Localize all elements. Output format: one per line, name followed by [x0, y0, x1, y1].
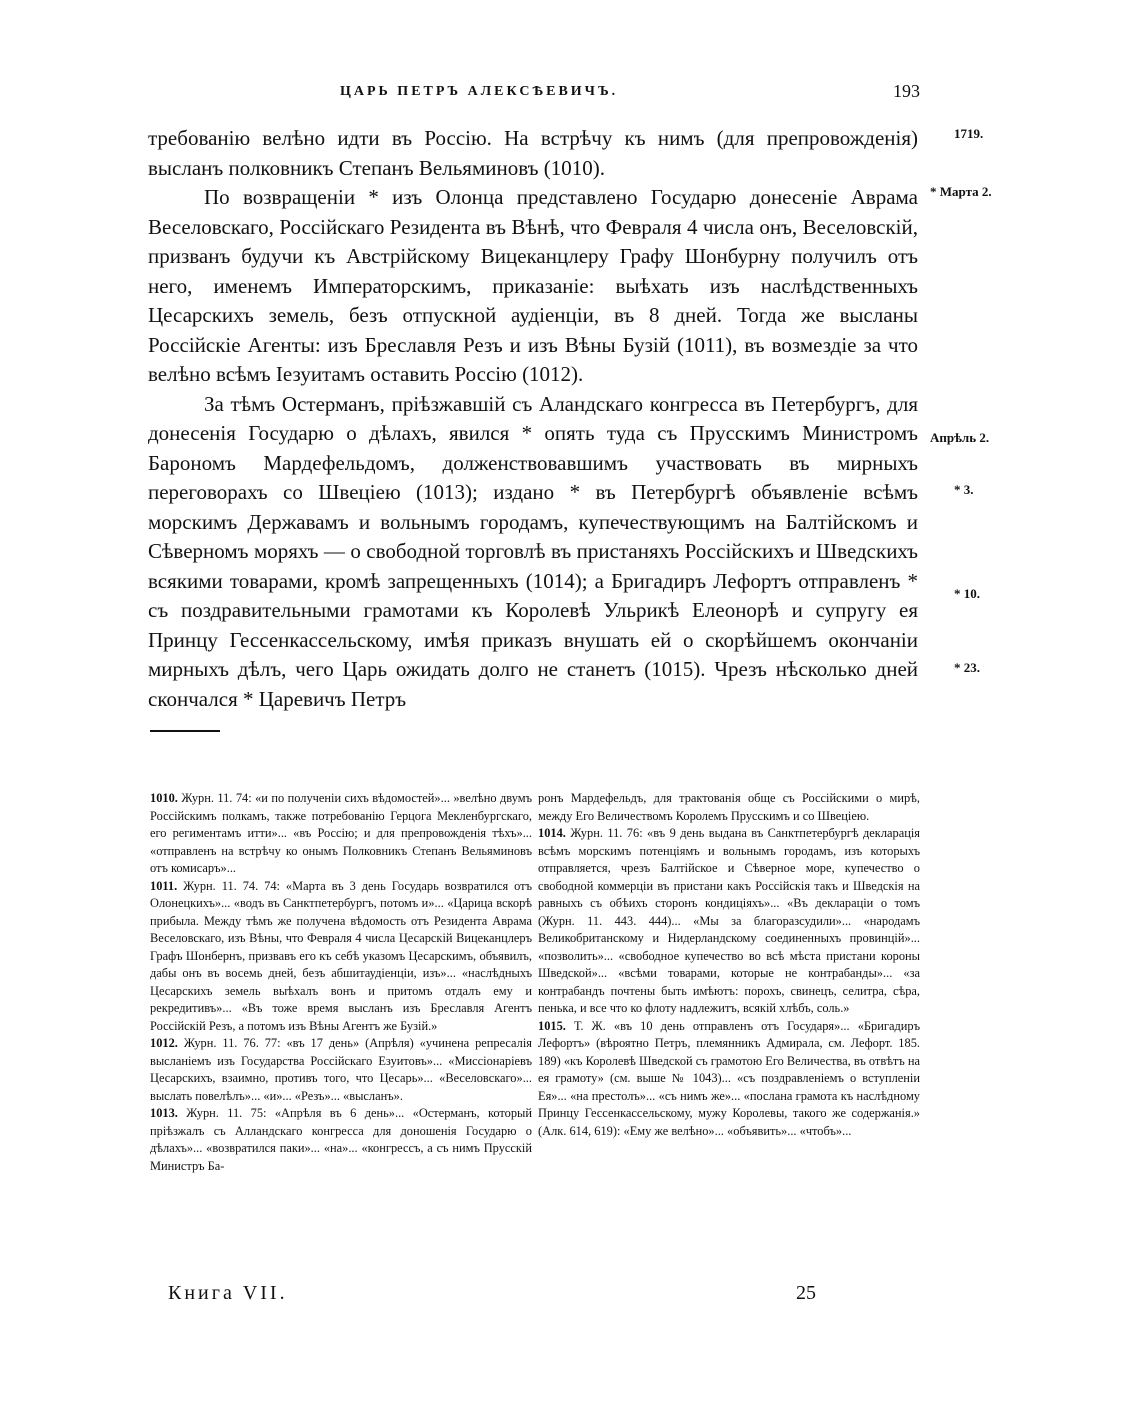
page-header	[150, 81, 920, 108]
margin-note-march: * Марта 2.	[930, 184, 992, 199]
footnote: 1013. Журн. 11. 75: «Апрѣля въ 6 день»... «Остерманъ, который пріѣзжалъ съ Алландскаго конгресса для доношенія Государю о дѣлахъ»... «возвратился паки»... «на»... «конгрессъ, а съ нимъ Прусскій Министръ Ба-	[150, 1106, 532, 1173]
margin-note-3: * 3.	[954, 482, 974, 497]
signature-mark: 25	[796, 1282, 816, 1304]
book-label: Книга VII.	[168, 1282, 288, 1304]
footnote-continuation: ронъ Мардефельдъ, для трактованія обще съ Россійскими о мирѣ, между Его Величествомъ Королемъ Прусскимъ и со Швеціею.	[538, 791, 920, 823]
footnote: 1012. Журн. 11. 76. 77: «въ 17 день» (Апрѣля) «учинена репресалія высланіемъ изъ Государства Россійскаго Езуитовъ»... «Миссіонаріевъ Цесарскихъ, взаимно, противъ того, что Цесарь»... «Веселовскаго»... выслать повелѣлъ»... «и»... «Резъ»... «высланъ».	[150, 1036, 532, 1103]
paragraph-2: По возвращеніи * изъ Олонца представлено Государю донесеніе Аврама Веселовскаго, Россійскаго Резидента въ Вѣнѣ, что Февраля 4 числа онъ, Веселовскій, призванъ будучи къ Австрійскому Вицеканцлеру Графу Шонбурну получилъ отъ него, именемъ Императорскимъ, приказаніе: выѣхать изъ наслѣдственныхъ Цесарскихъ земель, безъ отпускной аудіенціи, въ 8 дней. Тогда же высланы Россійскіе Агенты: изъ Бреславля Резъ и изъ Вѣны Бузій (1011), въ возмездіе за что велѣно всѣмъ Іезуитамъ оставить Россію (1012).	[148, 185, 918, 386]
running-title: ЦАРЬ ПЕТРЪ АЛЕКСѢЕВИЧЪ.	[340, 84, 619, 99]
page-footer	[168, 1282, 828, 1310]
footnote: 1015. Т. Ж. «въ 10 день отправленъ отъ Государя»... «Бригадиръ Лефортъ» (вѣроятно Петръ, племянникъ Адмирала, см. Лефорт. 185. 189) «къ Королевѣ Шведской съ грамотою Его Величества, въ отвѣтъ на ея грамоту» (см. выше № 1043)... «съ поздравленіемъ о вступленіи Ея»... «на престолъ»... «съ нимъ же»... «послана грамота къ наслѣдному Принцу Гессенкассельскому, мужу Королевы, такого же содержанія.» (Алк. 614, 619): «Ему же велѣно»... «объявить»... «чтобъ»...	[538, 1018, 920, 1138]
footnotes-left-column	[150, 790, 532, 1175]
footnote-divider	[150, 730, 220, 732]
page-number: 193	[893, 81, 920, 101]
footnote: 1010. Журн. 11. 74: «и по полученіи сихъ вѣдомостей»... »велѣно двумъ Россійскимъ полкамъ, также потребованію Герцога Мекленбургскаго, его региментамъ итти»... «въ Россію; и для препровожденія тѣхъ»... «отправленъ на встрѣчу ко онымъ Полковникъ Степанъ Вельяминовъ отъ комисаръ»...	[150, 791, 532, 875]
margin-note-23: * 23.	[954, 660, 980, 675]
margin-note-10: * 10.	[954, 586, 980, 601]
margin-note-year: 1719.	[954, 126, 984, 141]
footnotes-right-column	[538, 790, 920, 1140]
main-text	[148, 124, 918, 714]
paragraph-3: За тѣмъ Остерманъ, пріѣзжавшій съ Аландскаго конгресса въ Петербургъ, для донесенія Государю о дѣлахъ, явился * опять туда съ Прусскимъ Министромъ Барономъ Мардефельдомъ, долженствовавшимъ участвовать въ мирныхъ переговорахъ со Швеціею (1013); издано * въ Петербургѣ объявленіе всѣмъ морскимъ Державамъ и вольнымъ городамъ, купечествующимъ на Балтійскомъ и Сѣверномъ моряхъ — о свободной торговлѣ въ пристаняхъ Россійскихъ и Шведскихъ всякими товарами, кромѣ запрещенныхъ (1014); а Бригадиръ Лефортъ отправленъ * съ поздравительными грамотами къ Королевѣ Ульрикѣ Елеонорѣ и супругу ея Принцу Гессенкассельскому, имѣя приказъ внушать ей о скорѣйшемъ окончаніи мирныхъ дѣлъ, чего Царь ожидать долго не станетъ (1015). Чрезъ нѣсколько дней скончался * Царевичъ Петръ	[148, 391, 918, 711]
footnote: 1011. Журн. 11. 74. 74: «Марта въ 3 день Государь возвратился отъ Олонецкихъ»... «водъ въ Санктпетербургъ, потомъ и»... «Царица вскорѣ прибыла. Между тѣмъ же получена вѣдомость отъ Резидента Аврама Веселовскаго, изъ Вѣны, что Февраля 4 числа Цесарскій Вицеканцлеръ Графъ Шонбернъ, призвавъ его къ себѣ указомъ Цесарскимъ, объявилъ, дабы онъ въ восемь дней, безъ абшитаудіенціи, изъ»... «наслѣдныхъ Цесарскихъ земель выѣхалъ вонъ и притомъ отдалъ ему и рекредитивъ»... «Въ тоже время высланъ изъ Бреславля Агентъ Россійскій Резъ, а потомъ изъ Вѣны Агентъ же Бузій.»	[150, 878, 532, 1033]
paragraph-1: требованію велѣно идти въ Россію. На встрѣчу къ нимъ (для препровожденія) высланъ полковникъ Степанъ Вельяминовъ (1010).	[148, 126, 918, 180]
margin-note-april: Апрѣль 2.	[930, 430, 990, 445]
footnote: 1014. Журн. 11. 76: «въ 9 день выдана въ Санктпетербургѣ декларація всѣмъ морскимъ потенціямъ и вольнымъ городамъ, изъ которыхъ отправляется, чрезъ Балтійское и Сѣверное море, купечество о свободной коммерціи въ пристани какъ Россійскія такъ и Шведскія на равныхъ съ обѣихъ сторонъ кондиціяхъ»... «Въ деклараціи о томъ (Журн. 11. 443. 444)... «Мы за благоразсудили»... «народамъ Великобританскому и Нидерландскому соединенныхъ провинцій»... «позволить»... «свободное купечество во всѣ мѣста пристани короны Шведской»... «всѣми товарами, которые не контрабанды»... «за контрабандъ почтены быть имѣютъ: порохъ, свинецъ, селитра, сѣра, пенька, и все что ко флоту надлежитъ, всякій хлѣбъ, соль.»	[538, 826, 920, 1015]
